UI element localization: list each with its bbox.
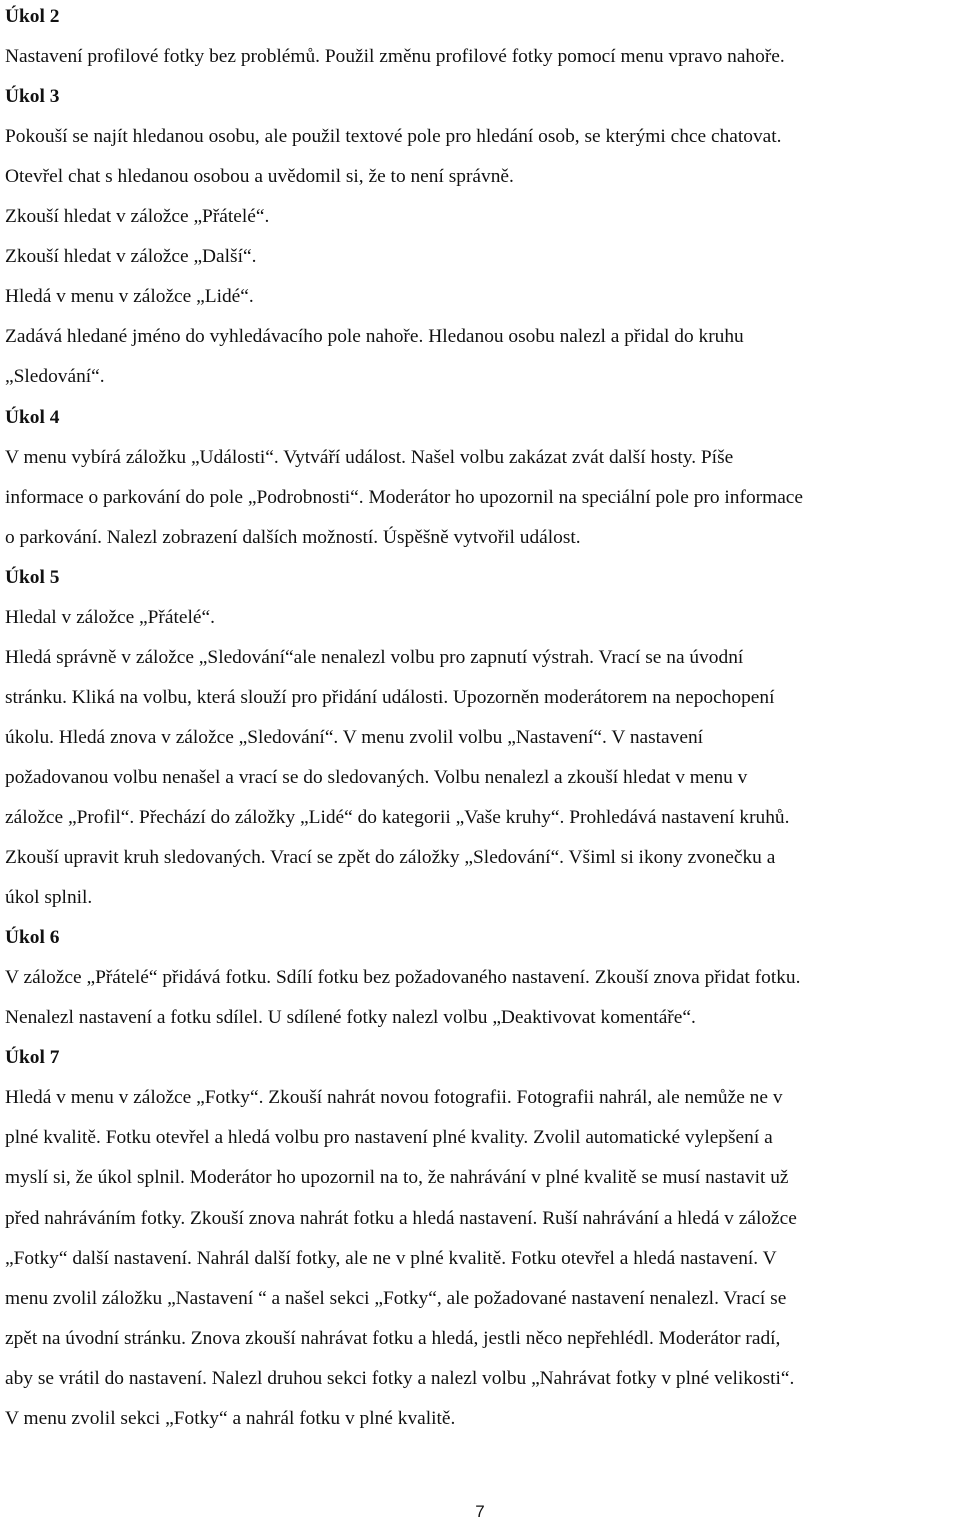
paragraph-line: menu zvolil záložku „Nastavení “ a našel sekci „Fotky“, ale požadované nastavení nenalezl. Vrací se	[5, 1287, 787, 1309]
section-heading: Úkol 7	[5, 1047, 60, 1069]
paragraph-line: aby se vrátil do nastavení. Nalezl druhou sekci fotky a nalezl volbu „Nahrávat fotky v plné velikosti“.	[5, 1367, 795, 1389]
paragraph-line: informace o parkování do pole „Podrobnosti“. Moderátor ho upozornil na speciální pole pro informace	[5, 486, 804, 508]
paragraph-line: Zkouší upravit kruh sledovaných. Vrací se zpět do záložky „Sledování“. Všiml si ikony zvonečku a	[5, 847, 776, 869]
paragraph-line: V záložce „Přátelé“ přidává fotku. Sdílí fotku bez požadovaného nastavení. Zkouší znova přidat fotku.	[5, 967, 801, 989]
section-heading: Úkol 6	[5, 927, 60, 949]
paragraph-line: Nenalezl nastavení a fotku sdílel. U sdílené fotky nalezl volbu „Deaktivovat komentáře“.	[5, 1007, 696, 1029]
paragraph-line: zpět na úvodní stránku. Znova zkouší nahrávat fotku a hledá, jestli něco nepřehlédl. Moderátor radí,	[5, 1327, 781, 1349]
paragraph-line: plné kvalitě. Fotku otevřel a hledá volbu pro nastavení plné kvality. Zvolil automatické vylepšení a	[5, 1127, 773, 1149]
section-heading: Úkol 2	[5, 6, 60, 27]
paragraph-line: Pokouší se najít hledanou osobu, ale použil textové pole pro hledání osob, se kterými chce chatovat.	[5, 126, 782, 148]
paragraph-line: Hledal v záložce „Přátelé“.	[5, 606, 215, 628]
section-heading: Úkol 4	[5, 406, 60, 428]
paragraph-line: Hledá v menu v záložce „Lidé“.	[5, 286, 254, 308]
paragraph-line: Otevřel chat s hledanou osobou a uvědomil si, že to není správně.	[5, 166, 514, 188]
paragraph-line: „Fotky“ další nastavení. Nahrál další fotky, ale ne v plné kvalitě. Fotku otevřel a hledá nastavení. V	[5, 1247, 777, 1269]
paragraph-line: Nastavení profilové fotky bez problémů. Použil změnu profilové fotky pomocí menu vpravo nahoře.	[5, 46, 785, 68]
paragraph-line: V menu vybírá záložku „Události“. Vytváří událost. Našel volbu zakázat zvát další hosty. Píše	[5, 446, 734, 468]
paragraph-line: Hledá v menu v záložce „Fotky“. Zkouší nahrát novou fotografii. Fotografii nahrál, ale nemůže ne v	[5, 1087, 783, 1109]
paragraph-line: Zkouší hledat v záložce „Přátelé“.	[5, 206, 270, 228]
paragraph-line: úkol splnil.	[5, 887, 93, 909]
paragraph-line: Zadává hledané jméno do vyhledávacího pole nahoře. Hledanou osobu nalezl a přidal do kruhu	[5, 326, 744, 348]
section-heading: Úkol 5	[5, 566, 60, 588]
paragraph-line: Hledá správně v záložce „Sledování“ale nenalezl volbu pro zapnutí výstrah. Vrací se na úvodní	[5, 646, 744, 668]
paragraph-line: před nahráváním fotky. Zkouší znova nahrát fotku a hledá nastavení. Ruší nahrávání a hledá v záložce	[5, 1207, 797, 1229]
paragraph-line: myslí si, že úkol splnil. Moderátor ho upozornil na to, že nahrávání v plné kvalitě se musí nastavit už	[5, 1167, 789, 1189]
page-number: 7	[475, 1502, 485, 1521]
paragraph-line: stránku. Kliká na volbu, která slouží pro přidání události. Upozorněn moderátorem na nepochopení	[5, 686, 775, 708]
paragraph-line: V menu zvolil sekci „Fotky“ a nahrál fotku v plné kvalitě.	[5, 1407, 456, 1429]
paragraph-line: požadovanou volbu nenašel a vrací se do sledovaných. Volbu nenalezl a zkouší hledat v menu v	[5, 766, 748, 788]
section-heading: Úkol 3	[5, 86, 60, 108]
paragraph-line: úkolu. Hledá znova v záložce „Sledování“. V menu zvolil volbu „Nastavení“. V nastavení	[5, 726, 704, 748]
paragraph-line: o parkování. Nalezl zobrazení dalších možností. Úspěšně vytvořil událost.	[5, 526, 581, 548]
paragraph-line: „Sledování“.	[5, 366, 105, 388]
paragraph-line: Zkouší hledat v záložce „Další“.	[5, 246, 257, 268]
paragraph-line: záložce „Profil“. Přechází do záložky „Lidé“ do kategorii „Vaše kruhy“. Prohledává nastavení kruhů.	[5, 807, 790, 828]
